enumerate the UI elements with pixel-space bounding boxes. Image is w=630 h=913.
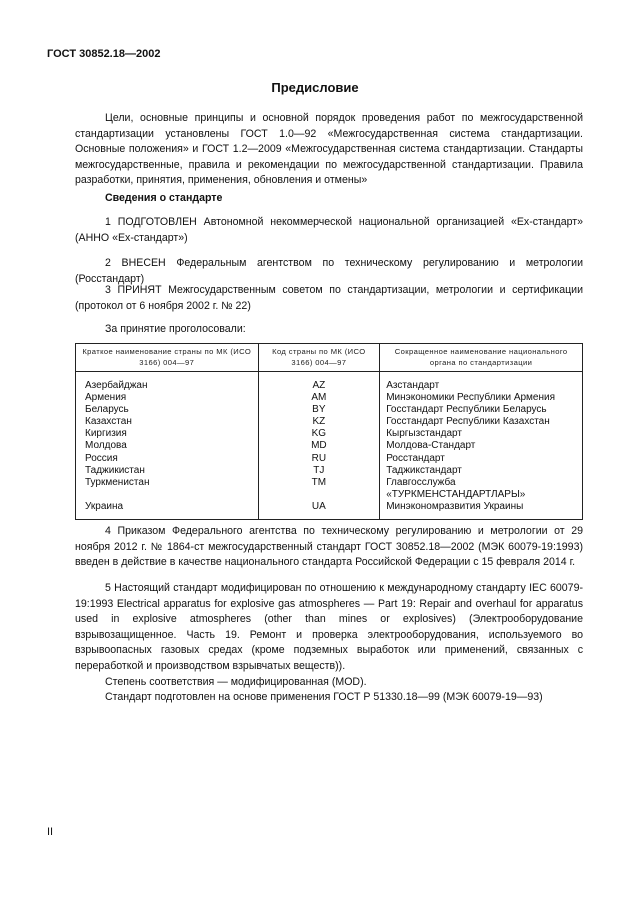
- cell-country: Киргизия: [76, 428, 259, 440]
- cell-body: Молдова-Стандарт: [380, 440, 583, 452]
- table-row: [76, 416, 583, 428]
- item-5-text: 5 Настоящий стандарт модифицирован по отношению к международному стандарту IEC 60079-19:1993 Electrical apparatus for explosive gas atmospheres — Part 19: Repair and overhaul for apparatus used in explosive atmospheres (other than mines or explosives) (Электрооборудование взрывозащищенное. Часть 19. Ремонт и проверка электрооборудования, используемого во взрывоопасных газовых средах (кроме подземных выработок или применений, связанных с переработкой и производством взрывчатых веществ)).: [75, 582, 583, 672]
- table-row: [76, 372, 583, 393]
- item-introduced-text: 2 ВНЕСЕН Федеральным агентством по техническому регулированию и метрологии (Росстандарт): [75, 257, 583, 285]
- document-id: ГОСТ 30852.18—2002: [47, 48, 161, 60]
- cell-country: Армения: [76, 392, 259, 404]
- cell-body: Таджикстандарт: [380, 465, 583, 477]
- page-number: II: [47, 826, 54, 838]
- cell-country: Азербайджан: [76, 372, 259, 393]
- cell-code: KG: [258, 428, 380, 440]
- cell-country: Молдова: [76, 440, 259, 452]
- conformity-text: Степень соответствия — модифицированная (MOD).: [105, 675, 367, 688]
- table-row: [76, 392, 583, 404]
- section-heading: Сведения о стандарте: [105, 192, 223, 204]
- cell-body: Госстандарт Республики Беларусь: [380, 404, 583, 416]
- cell-code: KZ: [258, 416, 380, 428]
- cell-code: TJ: [258, 465, 380, 477]
- cell-code: AM: [258, 392, 380, 404]
- cell-body: Азстандарт: [380, 372, 583, 393]
- item-4: [75, 524, 583, 571]
- table-row: [76, 440, 583, 452]
- cell-body: Госстандарт Республики Казахстан: [380, 416, 583, 428]
- basis-text: Стандарт подготовлен на основе применения ГОСТ Р 51330.18—99 (МЭК 60079-19—93): [105, 691, 543, 704]
- cell-country: Россия: [76, 453, 259, 465]
- cell-code: TM: [258, 477, 380, 501]
- table-row: [76, 465, 583, 477]
- table-row: [76, 477, 583, 501]
- voted-label-text: За принятие проголосовали:: [105, 323, 246, 335]
- cell-code: RU: [258, 453, 380, 465]
- cell-code: UA: [258, 501, 380, 520]
- header-country: Краткое наименование страны по МК (ИСО 3166) 004—97: [76, 344, 259, 372]
- table-row: [76, 453, 583, 465]
- table-header-row: [76, 344, 583, 372]
- item-adopted-text: 3 ПРИНЯТ Межгосударственным советом по стандартизации, метрологии и сертификации (протокол от 6 ноября 2002 г. № 22): [75, 284, 583, 312]
- cell-code: MD: [258, 440, 380, 452]
- intro-paragraph: [75, 111, 583, 189]
- cell-country: Беларусь: [76, 404, 259, 416]
- table-row: [76, 501, 583, 520]
- cell-body: Кыргызстандарт: [380, 428, 583, 440]
- page-title: Предисловие: [271, 80, 359, 95]
- header-code: Код страны по МК (ИСО 3166) 004—97: [258, 344, 380, 372]
- cell-body: Минэкономики Республики Армения: [380, 392, 583, 404]
- item-5: [75, 581, 583, 706]
- cell-country: Туркменистан: [76, 477, 259, 501]
- cell-code: BY: [258, 404, 380, 416]
- intro-text: Цели, основные принципы и основной порядок проведения работ по межгосударственной стандартизации установлены ГОСТ 1.0—92 «Межгосударственная система стандартизации. Основные положения» и ГОСТ 1.2—2009 «Межгосударственная система стандартизации. Стандарты межгосударственные, правила и рекомендации по межгосударственной стандартизации. Правила разработки, принятия, применения, обновления и отмены»: [75, 112, 583, 187]
- item-adopted: [75, 283, 583, 314]
- cell-country: Украина: [76, 501, 259, 520]
- cell-body: Главгосслужба «ТУРКМЕНСТАНДАРТЛАРЫ»: [380, 477, 583, 501]
- voting-table: [75, 343, 583, 520]
- cell-body: Росстандарт: [380, 453, 583, 465]
- cell-code: AZ: [258, 372, 380, 393]
- item-4-text: 4 Приказом Федерального агентства по техническому регулированию и метрологии от 29 ноября 2012 г. № 1864-ст межгосударственный стандарт ГОСТ 30852.18—2002 (МЭК 60079-19:1993) введен в действие в качестве национального стандарта Российской Федерации с 15 февраля 2014 г.: [75, 525, 583, 569]
- table-row: [76, 428, 583, 440]
- cell-country: Казахстан: [76, 416, 259, 428]
- cell-body: Минэкономразвития Украины: [380, 501, 583, 520]
- cell-country: Таджикистан: [76, 465, 259, 477]
- voted-label: [75, 322, 583, 338]
- table-row: [76, 404, 583, 416]
- item-prepared: [75, 215, 583, 246]
- header-body: Сокращенное наименование национального органа по стандартизации: [380, 344, 583, 372]
- item-prepared-text: 1 ПОДГОТОВЛЕН Автономной некоммерческой национальной организацией «Ех-стандарт» (АННО «Ех-стандарт»): [75, 216, 583, 244]
